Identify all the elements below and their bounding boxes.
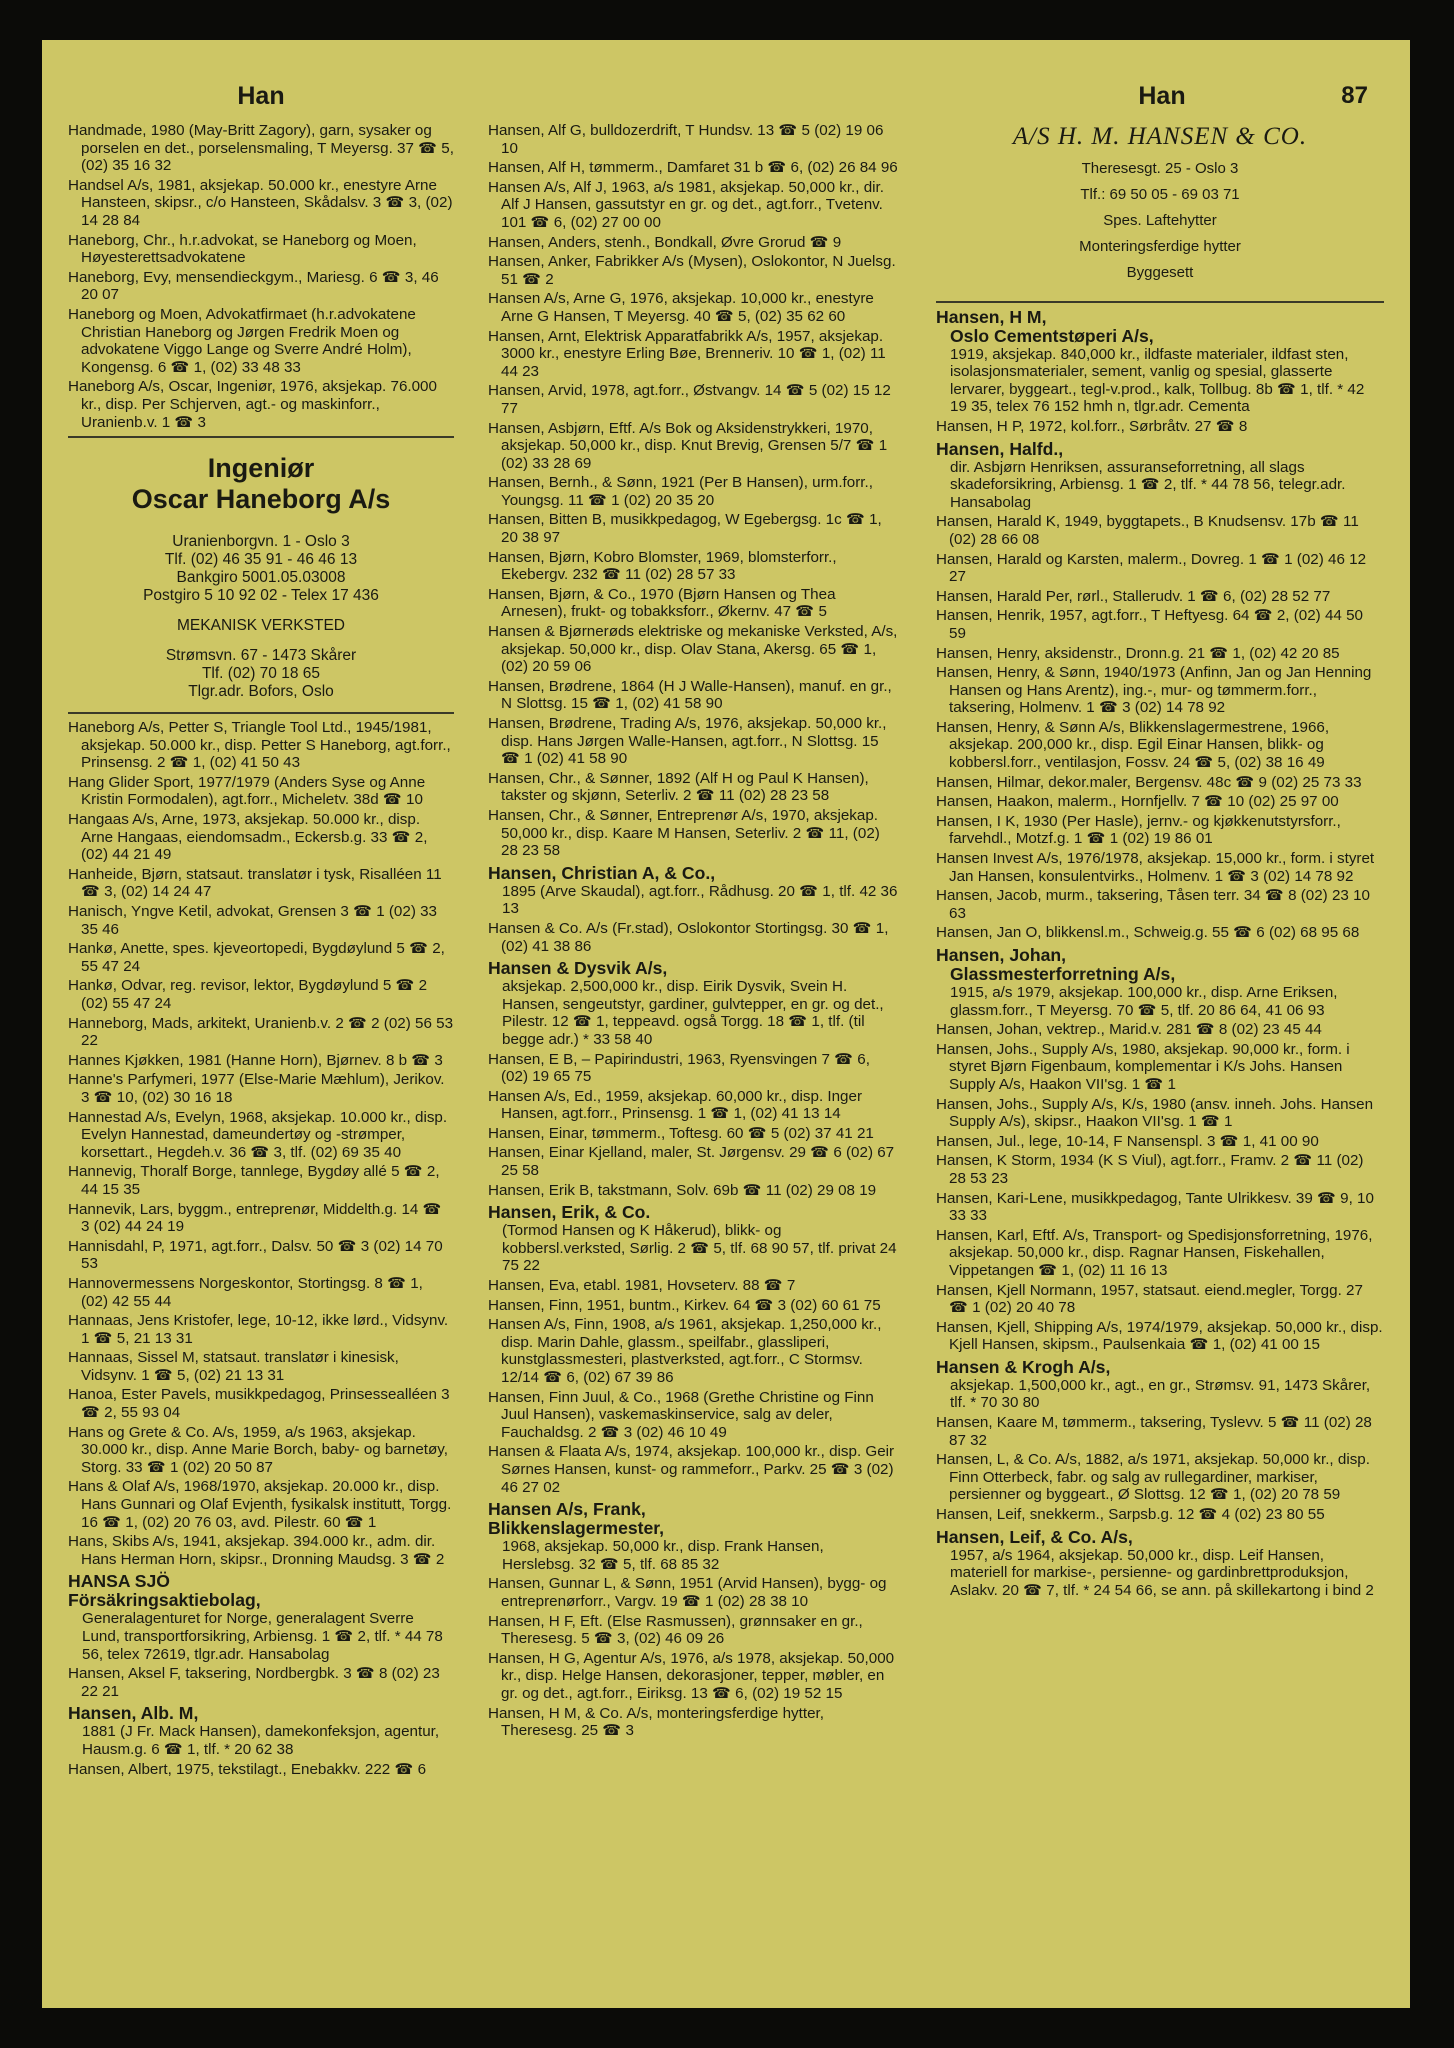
directory-entry: Hanne's Parfymeri, 1977 (Else-Marie Mæhlum), Jerikov. 3 ☎ 10, (02) 30 16 18 — [68, 1071, 445, 1106]
directory-entry: Hansen, E B, – Papirindustri, 1963, Ryensvingen 7 ☎ 6, (02) 19 65 75 — [488, 1050, 870, 1086]
entry-list — [488, 920, 900, 955]
directory-entry: Hansen, Chr., & Sønner, Entreprenør A/s, 1970, aksjekap. 50,000 kr., disp. Kaare M Hansen, Seterliv. 2 ☎ 11, (02) 28 23 58 — [488, 806, 880, 860]
ad-line: Spes. Laftehytter — [1103, 211, 1217, 229]
directory-entry: Haneborg A/s, Oscar, Ingeniør, 1976, aksjekap. 76.000 kr., disp. Per Schjerven, agt.- og maskinforr., Uranienb.v. 1 ☎ 3 — [68, 378, 437, 431]
directory-entry: Hansen, Henry, aksidenstr., Dronn.g. 21 ☎ 1, (02) 42 20 85 — [936, 644, 1340, 662]
directory-entry: Hansen, Hilmar, dekor.maler, Bergensv. 48c ☎ 9 (02) 25 73 33 — [936, 773, 1362, 791]
directory-entry: Hansen, Harald og Karsten, malerm., Dovreg. 1 ☎ 1 (02) 46 12 27 — [936, 550, 1367, 586]
directory-entry: Hangaas A/s, Arne, 1973, aksjekap. 50.000 kr., disp. Arne Hangaas, eiendomsadm., Eckersb.g. 33 ☎ 2, (02) 44 21 49 — [68, 811, 428, 864]
directory-entry: Hannevik, Lars, byggm., entreprenør, Middelth.g. 14 ☎ 3 (02) 44 24 19 — [68, 1200, 442, 1236]
directory-entry: Hansen, Johs., Supply A/s, K/s, 1980 (ansv. inneh. Johs. Hansen Supply A/s), skipsr., Haakon VII'sg. 1 ☎ 1 — [936, 1095, 1374, 1131]
ad-line: Postgiro 5 10 92 02 - Telex 17 436 — [143, 587, 379, 605]
directory-entry: Handmade, 1980 (May-Britt Zagory), garn, sysaker og porselen en det., porselensmaling, T Meyersg. 37 ☎ 5, (02) 35 16 32 — [68, 122, 454, 175]
bold-entry-text: Generalagenturet for Norge, generalagent Sverre Lund, transportforsikring, Arbiensg. 1 ☎ 2, tlf. * 44 78 56, telex 72619, tlgr.adr. Hansabolag — [82, 1610, 443, 1663]
directory-entry: Hansen, Jacob, murm., taksering, Tåsen terr. 34 ☎ 8 (02) 23 10 63 — [936, 887, 1370, 922]
directory-entry: Haneborg, Evy, mensendieckgym., Mariesg. 6 ☎ 3, 46 20 07 — [68, 268, 439, 304]
bold-entry-name: Hansen, Halfd., — [936, 438, 1064, 459]
directory-entry: Hansen, H F, Eft. (Else Rasmussen), grønnsaker en gr., Theresesg. 5 ☎ 3, (02) 46 09 26 — [488, 1612, 863, 1648]
ad-line: Bankgiro 5001.05.03008 — [176, 569, 346, 587]
directory-entry: Hansen, Arvid, 1978, agt.forr., Østvangv. 14 ☎ 5 (02) 15 12 77 — [488, 382, 891, 417]
ad-line: Theresesgt. 25 - Oslo 3 — [1081, 159, 1239, 177]
directory-entry: Hannaas, Jens Kristofer, lege, 10-12, ikke lørd., Vidsynv. 1 ☎ 5, 21 13 31 — [68, 1312, 449, 1347]
running-head-right: Han — [1138, 82, 1186, 110]
bold-entry-name: Hansen & Dysvik A/s, — [488, 958, 668, 979]
directory-entry: Hansen & Flaata A/s, 1974, aksjekap. 100,000 kr., disp. Geir Sørnes Hansen, kunst- og rammeforr., Parkv. 25 ☎ 3 (02) 46 27 02 — [488, 1443, 895, 1496]
directory-entry: Hansen, Finn, 1951, buntm., Kirkev. 64 ☎ 3 (02) 60 61 75 — [488, 1296, 881, 1314]
entry-list — [936, 1414, 1384, 1524]
ad-lines — [936, 160, 1384, 282]
directory-entry: Hansen, Aksel F, taksering, Nordbergbk. 3 ☎ 8 (02) 23 22 21 — [68, 1665, 440, 1700]
directory-entry: Hansen, Kjell, Shipping A/s, 1974/1979, aksjekap. 50,000 kr., disp. Kjell Hansen, skipsm., Paulsenkaia ☎ 1, (02) 41 00 15 — [936, 1318, 1383, 1354]
directory-entry: Hanisch, Yngve Ketil, advokat, Grensen 3 ☎ 1 (02) 33 35 46 — [68, 903, 437, 938]
directory-entry: Hansen, Jan O, blikkensl.m., Schweig.g. 55 ☎ 6 (02) 68 95 68 — [936, 924, 1360, 942]
directory-entry: Hansen, Einar Kjelland, maler, St. Jørgensv. 29 ☎ 6 (02) 67 25 58 — [488, 1144, 895, 1180]
bold-entry-text: 1881 (J Fr. Mack Hansen), damekonfeksjon, agentur, Hausm.g. 6 ☎ 1, tlf. * 20 62 38 — [82, 1723, 440, 1758]
bold-entry-name: HANSA SJÖ — [68, 1571, 170, 1592]
directory-entry: Hansen, Brødrene, 1864 (H J Walle-Hansen), manuf. en gr., N Slottsg. 15 ☎ 1, (02) 41 58 90 — [488, 677, 892, 713]
ad-title: A/S H. M. HANSEN & CO. — [1012, 123, 1308, 150]
directory-entry: Hansen, Bernh., & Sønn, 1921 (Per B Hansen), urm.forr., Youngsg. 11 ☎ 1 (02) 20 35 20 — [488, 474, 873, 509]
directory-entry: Hannevig, Thoralf Borge, tannlege, Bygdøy allé 5 ☎ 2, 44 15 35 — [68, 1163, 440, 1198]
ad-line: Uranienborgvn. 1 - Oslo 3 — [172, 533, 350, 551]
bold-entry-name: Hansen A/s, Frank, — [488, 1499, 646, 1520]
bold-entry-text: aksjekap. 1,500,000 kr., agt., en gr., Strømsv. 91, 1473 Skårer, tlf. * 70 30 80 — [950, 1376, 1371, 1412]
directory-entry: Hansen, L, & Co. A/s, 1882, a/s 1971, aksjekap. 50,000 kr., disp. Finn Otterbeck, fabr. og salg av rullegardiner, markiser, persienner og byggeart., Ø Slottsg. 12 ☎ 1, (02) 20 78 59 — [936, 1451, 1370, 1504]
directory-entry: Hanneborg, Mads, arkitekt, Uranienb.v. 2 ☎ 2 (02) 56 53 22 — [68, 1014, 454, 1050]
directory-entry: Hannaas, Sissel M, statsaut. translatør i kinesisk, Vidsynv. 1 ☎ 5, (02) 21 13 31 — [68, 1349, 399, 1384]
divider — [68, 712, 454, 714]
bold-entry-name: Hansen, Christian A, & Co., — [488, 862, 716, 883]
directory-entry: Hankø, Anette, spes. kjeveortopedi, Bygdøylund 5 ☎ 2, 55 47 24 — [68, 940, 445, 975]
directory-entry: Hansen A/s, Arne G, 1976, aksjekap. 10,000 kr., enestyre Arne G Hansen, T Meyersg. 40 ☎ 5, (02) 35 62 60 — [488, 290, 874, 325]
bold-entry-text: 1919, aksjekap. 840,000 kr., ildfaste materialer, ildfast sten, isolasjonsmaterialer, sement, vanlig og spesial, glasserte lervarer, byggeart., tegl-v.prod., kalk, Tollbug. 8b ☎ 1, tlf. * 42 19 35, telex 76 152 hmh n, tlgr.adr. Cementa — [950, 345, 1365, 416]
directory-entry: Hansen, Kari-Lene, musikkpedagog, Tante Ulrikkesv. 39 ☎ 9, 10 33 33 — [936, 1189, 1374, 1225]
directory-entry: Hansen, Finn Juul, & Co., 1968 (Grethe Christine og Finn Juul Hansen), vaskemaskinservice, salg av deler, Fauchaldsg. 2 ☎ 3 (02) 46 10 49 — [488, 1388, 874, 1441]
ad-line: Tlf. (02) 70 18 65 — [201, 665, 321, 683]
directory-entry: Hankø, Odvar, reg. revisor, lektor, Bygdøylund 5 ☎ 2 (02) 55 47 24 — [68, 977, 428, 1012]
ad-workshop-label — [68, 617, 454, 635]
ad-line: Tlf. (02) 46 35 91 - 46 46 13 — [164, 551, 358, 569]
bold-entry-name: Försäkringsaktiebolag, — [68, 1590, 261, 1611]
directory-entry: Hansen, Alf H, tømmerm., Damfaret 31 b ☎ 6, (02) 26 84 96 — [488, 159, 898, 177]
entry-list — [488, 1277, 900, 1496]
entry-list — [488, 122, 900, 860]
entry-list — [68, 719, 454, 1568]
directory-entry: Hansen, Jul., lege, 10-14, F Nansenspl. 3 ☎ 1, 41 00 90 — [936, 1132, 1319, 1150]
running-head-left: Han — [237, 82, 285, 110]
bold-entry-name: Hansen, Leif, & Co. A/s, — [936, 1526, 1133, 1547]
directory-entry: Hanoa, Ester Pavels, musikkpedagog, Prinsessealléen 3 ☎ 2, 55 93 04 — [68, 1386, 450, 1422]
directory-entry: Hansen, Henry, & Sønn, 1940/1973 (Anfinn, Jan og Jan Henning Hansen og Hans Arentz), ing.-, mur- og tømmerm.forr., taksering, Holmenv. 1 ☎ 3 (02) 14 78 92 — [936, 664, 1372, 717]
directory-entry: Hansen A/s, Finn, 1908, a/s 1961, aksjekap. 1,250,000 kr., disp. Marin Dahle, glassm., speilfabr., glassliperi, kunstglassmesteri, plastverksted, agt.forr., C Stormsv. 12/14 ☎ 6, (02) 67 39 86 — [488, 1316, 882, 1386]
directory-entry: Hansen, K Storm, 1934 (K S Viul), agt.forr., Framv. 2 ☎ 11 (02) 28 53 23 — [936, 1152, 1364, 1187]
ad-title-line2: Oscar Haneborg A/s — [131, 484, 391, 515]
haneborg-advertisement — [68, 443, 454, 707]
ad-line: Tlgr.adr. Bofors, Oslo — [188, 683, 334, 701]
directory-page — [42, 40, 1410, 2008]
directory-entry: Hansen, Johan, vektrep., Marid.v. 281 ☎ 8 (02) 23 45 44 — [936, 1021, 1322, 1039]
entry-list — [488, 1051, 900, 1200]
page-number: 87 — [1341, 82, 1368, 109]
directory-entry: Hansen, Chr., & Sønner, 1892 (Alf H og Paul K Hansen), takster og skjønn, Seterliv. 2 ☎ 11 (02) 28 23 58 — [488, 769, 869, 805]
bold-entry-name: Hansen, Erik, & Co. — [488, 1202, 651, 1223]
directory-entry: Hansen, Alf G, bulldozerdrift, T Hundsv. 13 ☎ 5 (02) 19 06 10 — [488, 122, 884, 157]
directory-entry: Hannisdahl, P, 1971, agt.forr., Dalsv. 50 ☎ 3 (02) 14 70 53 — [68, 1237, 443, 1273]
bold-entry-text: aksjekap. 2,500,000 kr., disp. Eirik Dysvik, Svein H. Hansen, sengeutstyr, gardiner, gulvtepper, en gr. og det., Pilestr. 12 ☎ 1, teppeavd. også Torgg. 18 ☎ 1, tlf. (til begge adr.) * 33 58 40 — [502, 978, 884, 1048]
directory-entry: Hansen A/s, Ed., 1959, aksjekap. 60,000 kr., disp. Inger Hansen, agt.forr., Prinsensg. 1 ☎ 1, (02) 41 13 14 — [488, 1087, 863, 1123]
directory-entry: Hansen, Anders, stenh., Bondkall, Øvre Grorud ☎ 9 — [488, 233, 842, 251]
directory-entry: Hansen, H P, 1972, kol.forr., Sørbråtv. 27 ☎ 8 — [936, 417, 1248, 435]
entry-list — [68, 1761, 454, 1779]
directory-entry: Hansen, H M, & Co. A/s, monteringsferdige hytter, Theresesg. 25 ☎ 3 — [488, 1704, 824, 1740]
ad-line: Monteringsferdige hytter — [1079, 237, 1241, 255]
entry-list — [936, 1021, 1384, 1354]
entry-list — [68, 1665, 454, 1700]
directory-entry: Hansen, Anker, Fabrikker A/s (Mysen), Oslokontor, N Juelsg. 51 ☎ 2 — [488, 253, 896, 288]
directory-entry: Hansen, I K, 1930 (Per Hasle), jernv.- og kjøkkenutstyrsforr., farvehdl., Motzf.g. 1 ☎ 1 (02) 19 86 01 — [936, 812, 1341, 848]
bold-entry-text: 1957, a/s 1964, aksjekap. 50,000 kr., disp. Leif Hansen, materiell for markise-, persienne- og gardinbrettproduksjon, Aslakv. 20 ☎ 7, tlf. * 24 54 66, se ann. på skillekartong i bind 2 — [950, 1546, 1374, 1599]
bold-entry-text: dir. Asbjørn Henriksen, assuranseforretning, all slags skadeforsikring, Arbiensg. 1 ☎ 2, tlf. * 44 78 56, telegr.adr. Hansabolag — [950, 458, 1346, 511]
column-3 — [936, 122, 1384, 1992]
directory-entry: Hansen, Harald Per, rørl., Stallerudv. 1 ☎ 6, (02) 28 52 77 — [936, 587, 1331, 605]
directory-entry: Handsel A/s, 1981, aksjekap. 50.000 kr., enestyre Arne Hansteen, skipsr., c/o Hansteen, Skådalsv. 3 ☎ 3, (02) 14 28 84 — [68, 176, 453, 229]
entry-list — [488, 1575, 900, 1739]
divider — [936, 301, 1384, 303]
directory-entry: Hansen, Gunnar L, & Sønn, 1951 (Arvid Hansen), bygg- og entreprenørforr., Vargv. 19 ☎ 1 (02) 28 38 10 — [488, 1575, 887, 1610]
bold-entry-name: Oslo Cementstøperi A/s, — [950, 325, 1154, 346]
entry-list — [936, 418, 1384, 436]
directory-entry: Hannestad A/s, Evelyn, 1968, aksjekap. 10.000 kr., disp. Evelyn Hannestad, dameundertøy og -strømper, korsettart., Hegdeh.v. 36 ☎ 3, tlf. (02) 69 35 40 — [68, 1108, 448, 1161]
directory-entry: Hannes Kjøkken, 1981 (Hanne Horn), Bjørnev. 8 b ☎ 3 — [68, 1051, 443, 1069]
directory-entry: Hansen, Albert, 1975, tekstilagt., Enebakkv. 222 ☎ 6 — [68, 1760, 427, 1778]
directory-entry: Haneborg og Moen, Advokatfirmaet (h.r.advokatene Christian Haneborg og Jørgen Fredrik Moen og advokatene Viggo Lange og Sverre André Holm), Kongensg. 6 ☎ 1, (02) 33 48 33 — [68, 305, 416, 376]
directory-entry: Hanheide, Bjørn, statsaut. translatør i tysk, Risalléen 11 ☎ 3, (02) 14 24 47 — [68, 865, 442, 901]
directory-entry: Hansen, Haakon, malerm., Hornfjellv. 7 ☎ 10 (02) 25 97 00 — [936, 793, 1339, 811]
directory-entry: Hans og Grete & Co. A/s, 1959, a/s 1963, aksjekap. 30.000 kr., disp. Anne Marie Borch, baby- og barnetøy, Storg. 33 ☎ 1 (02) 20 50 87 — [68, 1423, 448, 1476]
directory-entry: Hansen, Bjørn, & Co., 1970 (Bjørn Hansen og Thea Arnesen), frukt- og tobakksforr., Økernv. 47 ☎ 5 — [488, 585, 836, 621]
ad-line: Tlf.: 69 50 05 - 69 03 71 — [1080, 185, 1240, 203]
directory-entry: Hansen, Brødrene, Trading A/s, 1976, aksjekap. 50,000 kr., disp. Hans Jørgen Walle-Hansen, agt.forr., N Slottsg. 15 ☎ 1 (02) 41 58 90 — [488, 715, 887, 768]
bold-entry-name: Hansen, H M, — [936, 306, 1047, 327]
directory-entry: Hansen, Kaare M, tømmerm., taksering, Tyslevv. 5 ☎ 11 (02) 28 87 32 — [936, 1414, 1372, 1449]
ad-address-block — [68, 533, 454, 605]
column-2 — [488, 122, 900, 1992]
bold-entry-name: Hansen, Johan, — [936, 945, 1067, 965]
directory-entry: Hansen & Bjørnerøds elektriske og mekaniske Verksted, A/s, aksjekap. 50,000 kr., disp. Olav Stana, Akersg. 65 ☎ 1, (02) 20 59 06 — [488, 623, 898, 676]
bold-entry-name: Blikkenslagermester, — [488, 1518, 665, 1539]
directory-entry: Hansen, Eva, etabl. 1981, Hovseterv. 88 ☎ 7 — [488, 1277, 796, 1295]
directory-entry: Hansen, Erik B, takstmann, Solv. 69b ☎ 11 (02) 29 08 19 — [488, 1181, 877, 1199]
divider — [68, 436, 454, 438]
ad-workshop-address — [68, 647, 454, 701]
directory-entry: Hansen, Henry, & Sønn A/s, Blikkenslagermestrene, 1966, aksjekap. 200,000 kr., disp. Egil Einar Hansen, blikk- og kobbersl.forr., ventilasjon, Fossv. 24 ☎ 5, (02) 38 16 49 — [936, 718, 1330, 772]
directory-entry: Hansen, Karl, Eftf. A/s, Transport- og Spedisjonsforretning, 1976, aksjekap. 50,000 kr., disp. Ragnar Hansen, Fiskehallen, Vippetangen ☎ 1, (02) 11 16 13 — [936, 1226, 1373, 1279]
bold-entry-text: 1895 (Arve Skaudal), agt.forr., Rådhusg. 20 ☎ 1, tlf. 42 36 13 — [502, 882, 898, 918]
directory-entry: Hansen, Johs., Supply A/s, 1980, aksjekap. 90,000 kr., form. i styret Bjørn Figenbaum, komplementar i K/s Johs. Hansen Supply A/s, Haakon VII'sg. 1 ☎ 1 — [936, 1040, 1350, 1093]
ad-title-line1: Ingeniør — [207, 453, 315, 484]
directory-entry: Hans, Skibs A/s, 1941, aksjekap. 394.000 kr., adm. dir. Hans Herman Horn, skipsr., Dronning Maudsg. 3 ☎ 2 — [68, 1533, 445, 1568]
directory-entry: Hansen Invest A/s, 1976/1978, aksjekap. 15,000 kr., form. i styret Jan Hansen, konsulentvirks., Holmenv. 1 ☎ 3 (02) 14 78 92 — [936, 850, 1375, 885]
directory-entry: Haneborg, Chr., h.r.advokat, se Haneborg og Moen, Høyesterettsadvokatene — [68, 231, 417, 267]
entry-list — [68, 122, 454, 431]
directory-entry: Hansen, H G, Agentur A/s, 1976, a/s 1978, aksjekap. 50,000 kr., disp. Helge Hansen, dekorasjoner, tepper, møbler, en gr. og det., agt.forr., Eiriksg. 13 ☎ 6, (02) 19 52 15 — [488, 1649, 895, 1702]
bold-entry-name: Hansen, Alb. M, — [68, 1703, 199, 1724]
ad-line: Byggesett — [1126, 263, 1194, 281]
directory-entry: Hansen, Bitten B, musikkpedagog, W Egebergsg. 1c ☎ 1, 20 38 97 — [488, 511, 882, 547]
bold-entry-name: Glassmesterforretning A/s, — [950, 964, 1176, 984]
directory-entry: Hansen, Einar, tømmerm., Toftesg. 60 ☎ 5 (02) 37 41 21 — [488, 1124, 874, 1142]
entry-list — [936, 513, 1384, 942]
directory-entry: Hang Glider Sport, 1977/1979 (Anders Syse og Anne Kristin Formodalen), agt.forr., Micheletv. 38d ☎ 10 — [68, 773, 426, 809]
directory-entry: Haneborg A/s, Petter S, Triangle Tool Ltd., 1945/1981, aksjekap. 50.000 kr., disp. Petter S Haneborg, agt.forr., Prinsensg. 2 ☎ 1, (02) 41 50 43 — [68, 719, 451, 772]
directory-entry: Hansen & Co. A/s (Fr.stad), Oslokontor Stortingsg. 30 ☎ 1, (02) 41 38 86 — [488, 919, 889, 955]
directory-entry: Hansen, Asbjørn, Eftf. A/s Bok og Aksidenstrykkeri, 1970, aksjekap. 50,000 kr., disp. Knut Brevig, Grensen 5/7 ☎ 1 (02) 33 28 69 — [488, 419, 888, 472]
directory-entry: Hannovermessens Norgeskontor, Stortingsg. 8 ☎ 1, (02) 42 55 44 — [68, 1274, 423, 1310]
bold-entry-text: 1968, aksjekap. 50,000 kr., disp. Frank Hansen, Herslebsg. 32 ☎ 5, tlf. 68 85 32 — [502, 1538, 824, 1573]
ad-line: Strømsvn. 67 - 1473 Skårer — [165, 647, 357, 665]
directory-entry: Hansen, Arnt, Elektrisk Apparatfabrikk A/s, 1957, aksjekap. 3000 kr., enestyre Erling Bøe, Brenneriv. 10 ☎ 1, (02) 11 44 23 — [488, 327, 886, 380]
hm-hansen-advertisement — [936, 123, 1384, 296]
directory-entry: Hansen, Leif, snekkerm., Sarpsb.g. 12 ☎ 4 (02) 23 80 55 — [936, 1506, 1325, 1524]
directory-entry: Hansen, Henrik, 1957, agt.forr., T Heftyesg. 64 ☎ 2, (02) 44 50 59 — [936, 607, 1363, 642]
column-1 — [68, 122, 454, 1992]
bold-entry-text: 1915, a/s 1979, aksjekap. 100,000 kr., disp. Arne Eriksen, glassm.forr., T Meyersg. 70 ☎ 5, tlf. 20 86 64, 41 06 93 — [950, 984, 1338, 1019]
bold-entry-name: Hansen & Krogh A/s, — [936, 1356, 1111, 1377]
directory-entry: Hansen, Bjørn, Kobro Blomster, 1969, blomsterforr., Ekebergv. 232 ☎ 11 (02) 28 57 33 — [488, 548, 837, 584]
directory-entry: Hansen A/s, Alf J, 1963, a/s 1981, aksjekap. 50,000 kr., dir. Alf J Hansen, gassutstyr en gr. og det., agt.forr., Tvetenv. 101 ☎ 6, (02) 27 00 00 — [488, 178, 884, 231]
ad-line: MEKANISK VERKSTED — [177, 617, 345, 635]
directory-entry: Hansen, Kjell Normann, 1957, statsaut. eiend.megler, Torgg. 27 ☎ 1 (02) 20 40 78 — [936, 1281, 1363, 1317]
directory-entry: Hansen, Harald K, 1949, byggtapets., B Knudsensv. 17b ☎ 11 (02) 28 66 08 — [936, 513, 1359, 548]
bold-entry-text: (Tormod Hansen og K Håkerud), blikk- og kobbersl.verksted, Sørlig. 2 ☎ 5, tlf. 68 90 57, tlf. privat 24 75 22 — [502, 1222, 897, 1275]
directory-entry: Hans & Olaf A/s, 1968/1970, aksjekap. 20.000 kr., disp. Hans Gunnari og Olaf Evjenth, fysikalsk institutt, Torgg. 16 ☎ 1, (02) 20 76 03, avd. Pilestr. 60 ☎ 1 — [68, 1478, 452, 1531]
